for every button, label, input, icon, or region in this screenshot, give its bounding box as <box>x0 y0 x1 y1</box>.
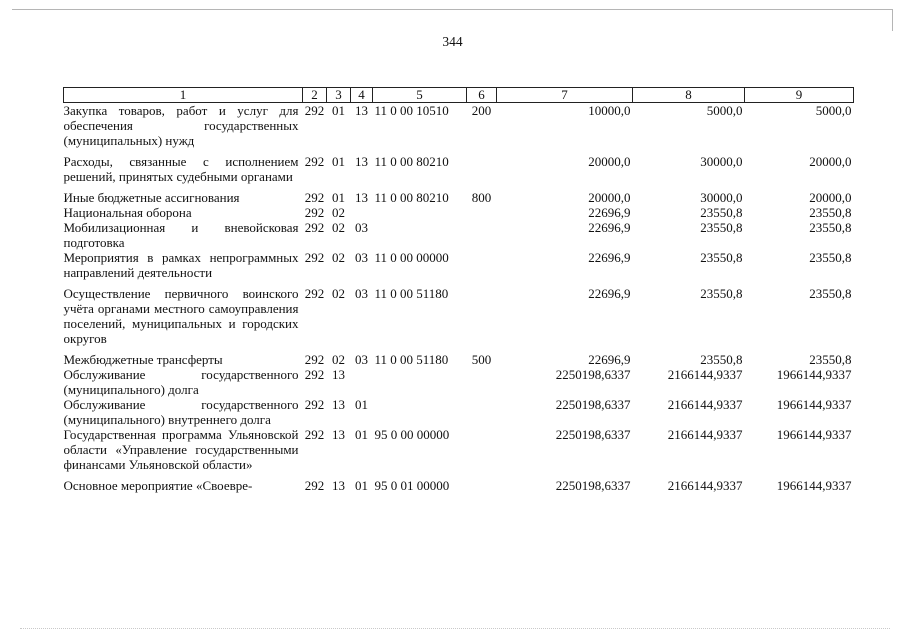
value-cell: 22696,9 <box>588 250 631 265</box>
code-cell: 292 <box>304 397 325 412</box>
target-article-cell: 11 0 00 51180 <box>374 286 449 301</box>
header-cell: 9 <box>745 88 854 103</box>
value-cell: 2166144,9337 <box>667 397 743 412</box>
value-cell: 22696,9 <box>588 205 631 220</box>
target-article-cell: 95 0 00 00000 <box>374 427 450 442</box>
target-article-cell <box>373 367 467 397</box>
expense-type-cell <box>467 220 497 250</box>
value-cell: 5000,0 <box>706 103 743 118</box>
section-cell: 01 <box>332 154 345 169</box>
row-name-cell: Основное мероприятие «Своевре- <box>63 478 253 493</box>
code-cell: 292 <box>304 250 325 265</box>
value-cell: 1966144,9337 <box>776 397 852 412</box>
value-cell: 23550,8 <box>809 205 852 220</box>
value-cell: 30000,0 <box>700 154 743 169</box>
table-row <box>64 478 854 493</box>
section-cell: 02 <box>332 286 345 301</box>
code-cell: 292 <box>304 427 325 442</box>
section-cell: 13 <box>332 427 345 442</box>
subsection-cell: 01 <box>355 478 368 493</box>
value-cell: 2250198,6337 <box>555 478 631 493</box>
subsection-cell: 13 <box>355 154 368 169</box>
value-cell: 23550,8 <box>700 205 743 220</box>
value-cell: 1966144,9337 <box>776 427 852 442</box>
section-cell: 13 <box>332 478 345 493</box>
code-cell: 292 <box>304 478 325 493</box>
section-cell: 13 <box>332 397 345 412</box>
page-number: 344 <box>442 34 463 49</box>
expense-type-cell: 500 <box>471 352 492 367</box>
table-row <box>64 190 854 205</box>
row-name-cell: Национальная оборона <box>63 205 192 220</box>
section-cell: 02 <box>332 220 345 235</box>
target-article-cell: 11 0 00 80210 <box>374 190 449 205</box>
target-article-cell <box>373 220 467 250</box>
section-cell: 01 <box>332 190 345 205</box>
table-row <box>64 250 854 286</box>
subsection-cell <box>351 205 373 220</box>
target-article-cell: 95 0 01 00000 <box>374 478 450 493</box>
value-cell: 1966144,9337 <box>776 367 852 382</box>
code-cell: 292 <box>304 205 325 220</box>
value-cell: 10000,0 <box>588 103 631 118</box>
table-row <box>64 220 854 250</box>
value-cell: 22696,9 <box>588 352 631 367</box>
value-cell: 30000,0 <box>700 190 743 205</box>
section-cell: 02 <box>332 352 345 367</box>
value-cell: 2166144,9337 <box>667 427 743 442</box>
header-cell: 8 <box>633 88 745 103</box>
scan-frame-right <box>892 9 893 31</box>
subsection-cell: 03 <box>355 286 368 301</box>
value-cell: 23550,8 <box>809 250 852 265</box>
value-cell: 23550,8 <box>700 286 743 301</box>
subsection-cell: 03 <box>355 220 368 235</box>
value-cell: 2250198,6337 <box>555 397 631 412</box>
table-header-row <box>64 88 854 103</box>
value-cell: 23550,8 <box>700 250 743 265</box>
subsection-cell: 01 <box>355 397 368 412</box>
value-cell: 20000,0 <box>588 190 631 205</box>
value-cell: 22696,9 <box>588 286 631 301</box>
code-cell: 292 <box>304 154 325 169</box>
value-cell: 2250198,6337 <box>555 367 631 382</box>
header-cell: 6 <box>467 88 497 103</box>
expense-type-cell <box>467 286 497 352</box>
subsection-cell: 01 <box>355 427 368 442</box>
table-row <box>64 205 854 220</box>
value-cell: 2250198,6337 <box>555 427 631 442</box>
code-cell: 292 <box>304 286 325 301</box>
table-row <box>64 103 854 155</box>
value-cell: 5000,0 <box>815 103 852 118</box>
subsection-cell: 13 <box>355 103 368 118</box>
value-cell: 23550,8 <box>700 220 743 235</box>
scan-noise <box>20 628 890 632</box>
target-article-cell: 11 0 00 00000 <box>374 250 449 265</box>
target-article-cell: 11 0 00 80210 <box>374 154 449 169</box>
section-cell: 02 <box>332 205 345 220</box>
header-cell: 3 <box>327 88 351 103</box>
scan-frame-top <box>12 9 892 10</box>
table-row <box>64 367 854 397</box>
subsection-cell: 03 <box>355 352 368 367</box>
target-article-cell <box>373 205 467 220</box>
row-name-cell: Межбюджетные трансферты <box>63 352 223 367</box>
expense-type-cell <box>467 250 497 286</box>
expense-type-cell <box>467 154 497 190</box>
header-cell: 4 <box>351 88 373 103</box>
table-row <box>64 397 854 427</box>
header-cell: 7 <box>497 88 633 103</box>
subsection-cell <box>351 367 373 397</box>
value-cell: 2166144,9337 <box>667 367 743 382</box>
expense-type-cell: 800 <box>471 190 492 205</box>
section-cell: 01 <box>332 103 345 118</box>
row-name-cell: Осуществление первичного воинского учёта органами местного самоуправления поселений, муниципальных и городских округов <box>63 286 299 346</box>
row-name-cell: Государственная программа Ульяновской области «Управление государственными финансами Ульяновской области» <box>63 427 299 472</box>
header-cell: 5 <box>373 88 467 103</box>
table-row <box>64 427 854 478</box>
header-cell: 1 <box>64 88 303 103</box>
row-name-cell: Иные бюджетные ассигнования <box>63 190 240 205</box>
table-row <box>64 154 854 190</box>
expense-type-cell <box>467 478 497 493</box>
section-cell: 02 <box>332 250 345 265</box>
value-cell: 20000,0 <box>809 154 852 169</box>
value-cell: 20000,0 <box>809 190 852 205</box>
code-cell: 292 <box>304 352 325 367</box>
expense-type-cell <box>467 397 497 427</box>
value-cell: 2166144,9337 <box>667 478 743 493</box>
budget-table <box>63 87 854 493</box>
value-cell: 1966144,9337 <box>776 478 852 493</box>
row-name-cell: Мероприятия в рамках непрограммных направлений деятельности <box>63 250 299 280</box>
subsection-cell: 03 <box>355 250 368 265</box>
value-cell: 23550,8 <box>700 352 743 367</box>
value-cell: 23550,8 <box>809 220 852 235</box>
code-cell: 292 <box>304 103 325 118</box>
code-cell: 292 <box>304 220 325 235</box>
value-cell: 22696,9 <box>588 220 631 235</box>
expense-type-cell: 200 <box>471 103 492 118</box>
value-cell: 20000,0 <box>588 154 631 169</box>
code-cell: 292 <box>304 190 325 205</box>
expense-type-cell <box>467 427 497 478</box>
table-row <box>64 286 854 352</box>
row-name-cell: Мобилизационная и вневойсковая подготовка <box>63 220 299 250</box>
section-cell: 13 <box>332 367 345 382</box>
expense-type-cell <box>467 367 497 397</box>
row-name-cell: Обслуживание государственного (муниципального) внутреннего долга <box>63 397 299 427</box>
target-article-cell: 11 0 00 10510 <box>374 103 449 118</box>
expense-type-cell <box>467 205 497 220</box>
table-row <box>64 352 854 367</box>
row-name-cell: Обслуживание государственного (муниципального) долга <box>63 367 299 397</box>
target-article-cell <box>373 397 467 427</box>
row-name-cell: Расходы, связанные с исполнением решений, принятых судебными органами <box>63 154 299 184</box>
value-cell: 23550,8 <box>809 352 852 367</box>
code-cell: 292 <box>304 367 325 382</box>
target-article-cell: 11 0 00 51180 <box>374 352 449 367</box>
value-cell: 23550,8 <box>809 286 852 301</box>
row-name-cell: Закупка товаров, работ и услуг для обеспечения государственных (муниципальных) нужд <box>63 103 299 148</box>
subsection-cell: 13 <box>355 190 368 205</box>
header-cell: 2 <box>303 88 327 103</box>
